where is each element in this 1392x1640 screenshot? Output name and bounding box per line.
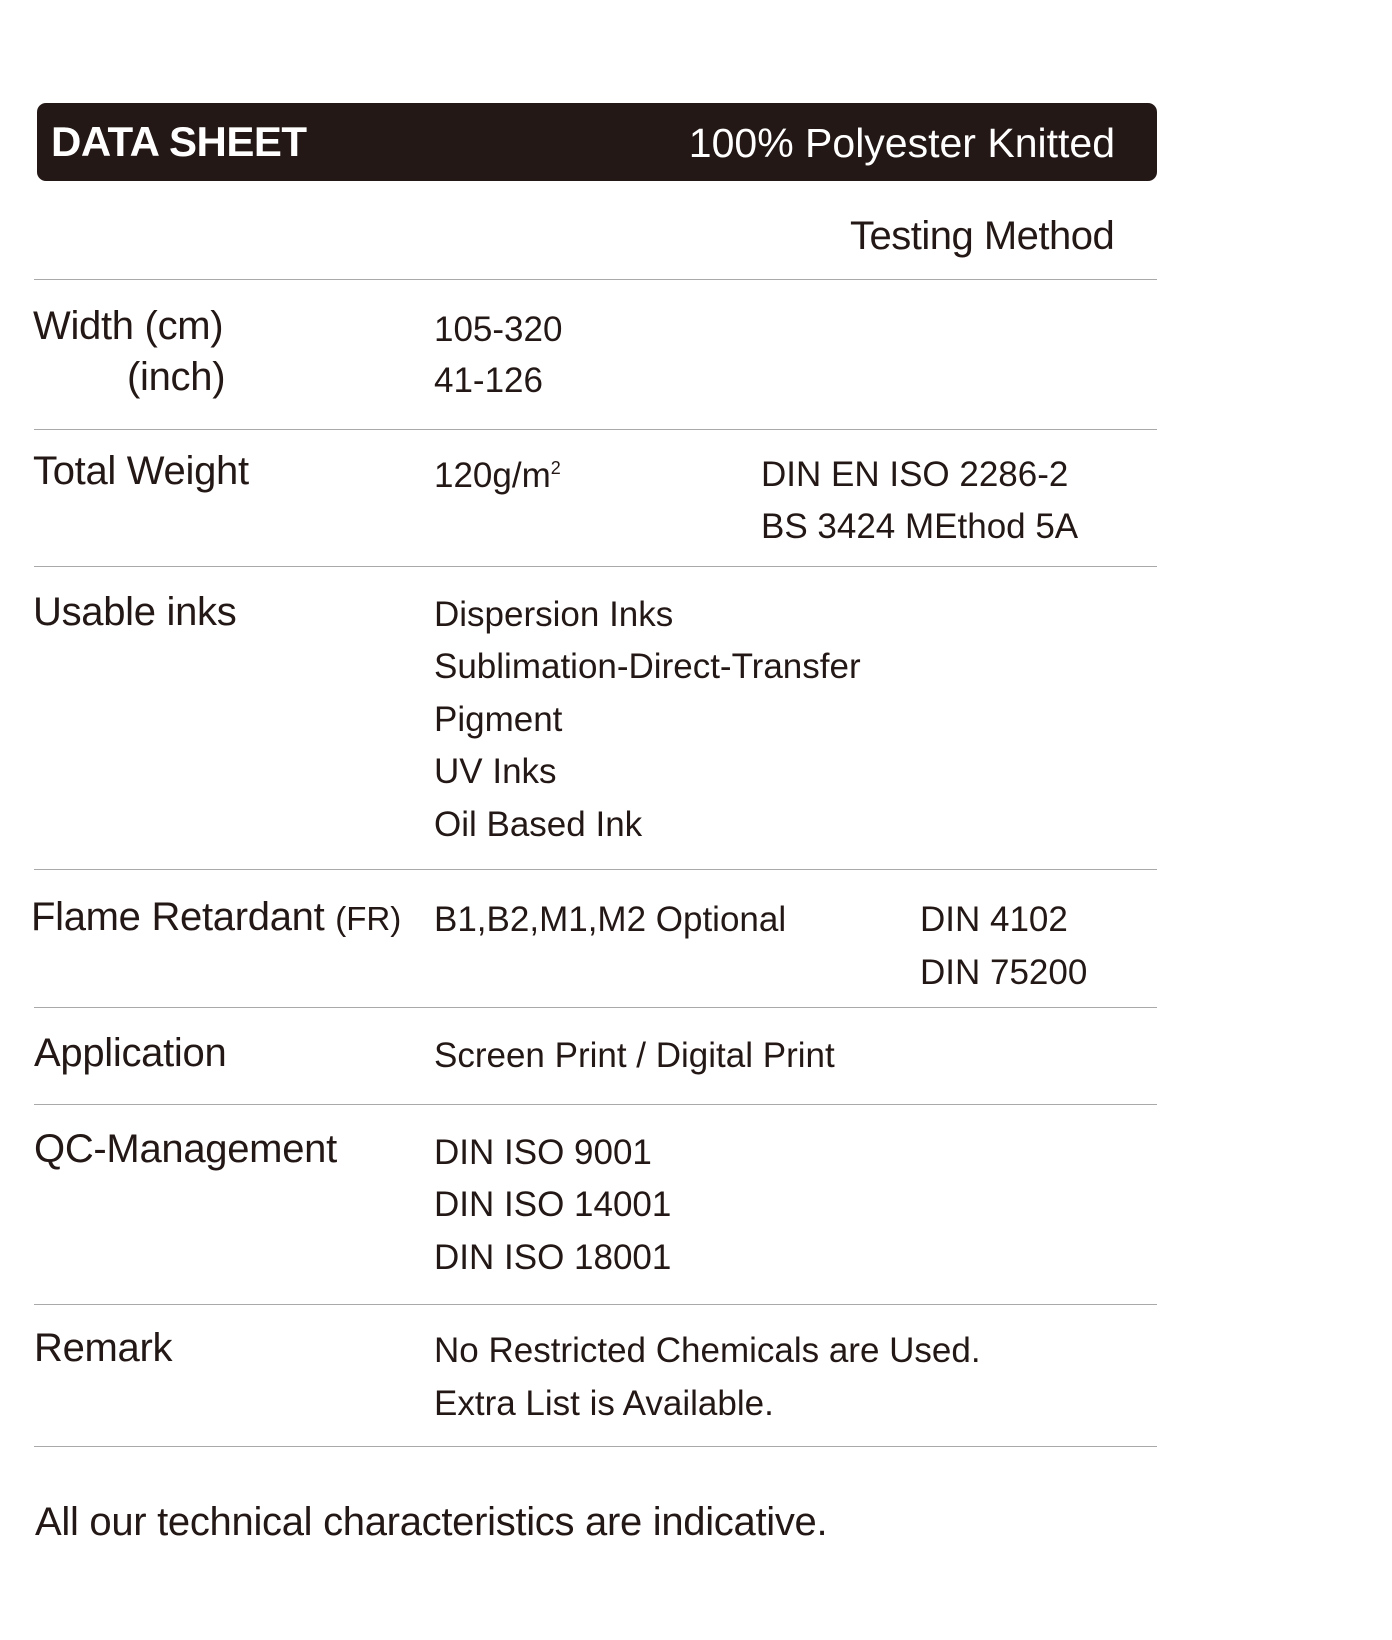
width-cm-label: Width (cm) <box>33 304 224 348</box>
ink-item: Sublimation-Direct-Transfer <box>434 647 861 686</box>
weight-method-1: DIN EN ISO 2286-2 <box>761 455 1069 494</box>
usable-inks-label: Usable inks <box>33 590 237 634</box>
qc-item: DIN ISO 14001 <box>434 1185 672 1224</box>
flame-method-1: DIN 4102 <box>920 900 1068 939</box>
total-weight-number: 120g/m <box>434 456 551 495</box>
flame-retardant-value: B1,B2,M1,M2 Optional <box>434 900 787 939</box>
total-weight-unit-superscript: 2 <box>550 458 561 478</box>
remark-line-2: Extra List is Available. <box>434 1384 774 1423</box>
flame-method-2: DIN 75200 <box>920 953 1088 992</box>
flame-retardant-label-text: Flame Retardant <box>31 895 325 939</box>
divider <box>34 279 1157 280</box>
ink-item: Pigment <box>434 700 563 739</box>
flame-retardant-label-suffix: (FR) <box>335 900 402 937</box>
ink-item: Dispersion Inks <box>434 595 674 634</box>
width-inch-label: (inch) <box>127 355 226 399</box>
header-subtitle: 100% Polyester Knitted <box>688 120 1115 166</box>
divider <box>34 1104 1157 1105</box>
divider <box>34 1304 1157 1305</box>
footer-note: All our technical characteristics are indicative. <box>35 1500 828 1544</box>
ink-item: UV Inks <box>434 752 557 791</box>
header-title: DATA SHEET <box>51 118 307 165</box>
weight-method-2: BS 3424 MEthod 5A <box>761 507 1079 546</box>
qc-item: DIN ISO 18001 <box>434 1238 672 1277</box>
ink-item: Oil Based Ink <box>434 805 643 844</box>
application-value: Screen Print / Digital Print <box>434 1036 835 1075</box>
qc-item: DIN ISO 9001 <box>434 1133 652 1172</box>
flame-retardant-label <box>31 897 401 937</box>
remark-label: Remark <box>34 1326 173 1370</box>
divider <box>34 429 1157 430</box>
divider <box>34 1446 1157 1447</box>
total-weight-label: Total Weight <box>33 449 249 493</box>
width-cm-value: 105-320 <box>434 310 563 349</box>
divider <box>34 566 1157 567</box>
total-weight-value <box>434 458 561 493</box>
qc-management-label: QC-Management <box>34 1127 337 1171</box>
remark-line-1: No Restricted Chemicals are Used. <box>434 1331 981 1370</box>
width-inch-value: 41-126 <box>434 361 543 400</box>
application-label: Application <box>34 1031 227 1075</box>
divider <box>34 869 1157 870</box>
testing-method-heading: Testing Method <box>850 214 1115 258</box>
data-sheet-header <box>37 103 1157 181</box>
divider <box>34 1007 1157 1008</box>
